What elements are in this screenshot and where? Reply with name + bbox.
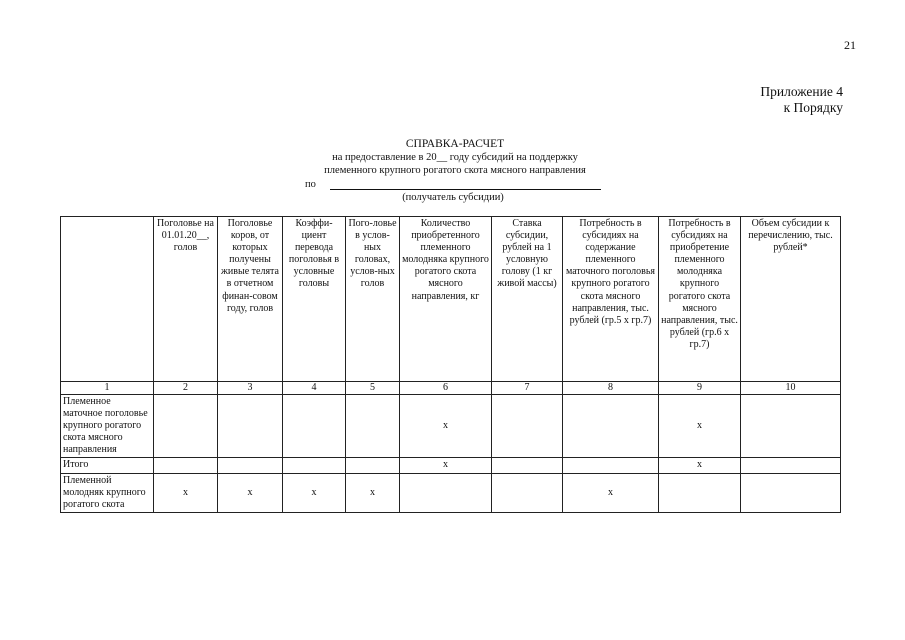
row-label: Итого: [61, 458, 154, 473]
appendix-reference: [760, 84, 843, 116]
table-cell: x: [218, 473, 283, 512]
table-cell: [346, 458, 400, 473]
table-cell: x: [400, 395, 492, 458]
column-number: 1: [61, 382, 154, 395]
column-number: 8: [563, 382, 659, 395]
table-cell: [563, 395, 659, 458]
column-number: 7: [492, 382, 563, 395]
table-cell: [283, 395, 346, 458]
table-cell: [346, 395, 400, 458]
table-row-total: [61, 458, 841, 473]
table-cell: x: [400, 458, 492, 473]
appendix-line-1: Приложение 4: [760, 84, 843, 99]
row-label: Племенной молодняк крупного рогатого скота: [61, 473, 154, 512]
column-number-row: [61, 382, 841, 395]
header-cell-2: Поголовье на 01.01.20__, голов: [154, 217, 218, 382]
table-cell: x: [154, 473, 218, 512]
recipient-field: [305, 179, 601, 191]
header-cell-3: Поголовье коров, от которых получены живые телята в отчетном финан-совом году, голов: [218, 217, 283, 382]
heading-line-1: на предоставление в 20__ году субсидий на поддержку: [332, 152, 578, 163]
column-number: 3: [218, 382, 283, 395]
table-cell: x: [346, 473, 400, 512]
row-label: Племенное маточное поголовье крупного рогатого скота мясного направления: [61, 395, 154, 458]
table-cell: [154, 395, 218, 458]
table-cell: [563, 458, 659, 473]
column-number: 10: [741, 382, 841, 395]
column-number: 4: [283, 382, 346, 395]
table-cell: x: [563, 473, 659, 512]
column-number: 2: [154, 382, 218, 395]
document-heading: [260, 138, 650, 177]
table-cell: [218, 458, 283, 473]
table-cell: [492, 473, 563, 512]
column-number: 6: [400, 382, 492, 395]
table-cell: [283, 458, 346, 473]
table-cell: [400, 473, 492, 512]
header-cell-5: Пого-ловье в услов-ных головах, услов-ных голов: [346, 217, 400, 382]
table-cell: [218, 395, 283, 458]
table-row-breeding-stock: [61, 395, 841, 458]
header-cell-9: Потребность в субсидиях на приобретение племенного молодняка крупного рогатого скота мясного направления, тыс. рублей (гр.6 x гр.7): [659, 217, 741, 382]
document-title: СПРАВКА-РАСЧЕТ: [405, 138, 505, 150]
table-cell: [741, 395, 841, 458]
column-number: 5: [346, 382, 400, 395]
table-cell: [154, 458, 218, 473]
recipient-underline: [330, 189, 601, 190]
header-cell-7: Ставка субсидии, рублей на 1 условную голову (1 кг живой массы): [492, 217, 563, 382]
table-cell: x: [659, 458, 741, 473]
appendix-line-2: к Порядку: [783, 100, 843, 115]
table-cell: [492, 395, 563, 458]
header-cell-1: [61, 217, 154, 382]
table-cell: [741, 458, 841, 473]
heading-line-2: племенного крупного рогатого скота мясного направления: [324, 164, 586, 176]
header-cell-8: Потребность в субсидиях на содержание племенного маточного поголовья крупного рогатого скота мясного направления, тыс. рублей (гр.5 x гр.7): [563, 217, 659, 382]
table-cell: [741, 473, 841, 512]
table-cell: x: [659, 395, 741, 458]
table-cell: [659, 473, 741, 512]
table-cell: [492, 458, 563, 473]
recipient-note: (получатель субсидии): [402, 192, 504, 203]
page-number: 21: [844, 38, 856, 52]
subsidy-calculation-table: [60, 216, 841, 513]
table-header-row: [61, 217, 841, 382]
recipient-prefix: по: [305, 179, 316, 190]
table-cell: x: [283, 473, 346, 512]
table-row-young-stock: [61, 473, 841, 512]
header-cell-6: Количество приобретенного племенного молодняка крупного рогатого скота мясного направления, кг: [400, 217, 492, 382]
header-cell-4: Коэффи-циент перевода поголовья в условные головы: [283, 217, 346, 382]
column-number: 9: [659, 382, 741, 395]
header-cell-10: Объем субсидии к перечислению, тыс. рублей*: [741, 217, 841, 382]
